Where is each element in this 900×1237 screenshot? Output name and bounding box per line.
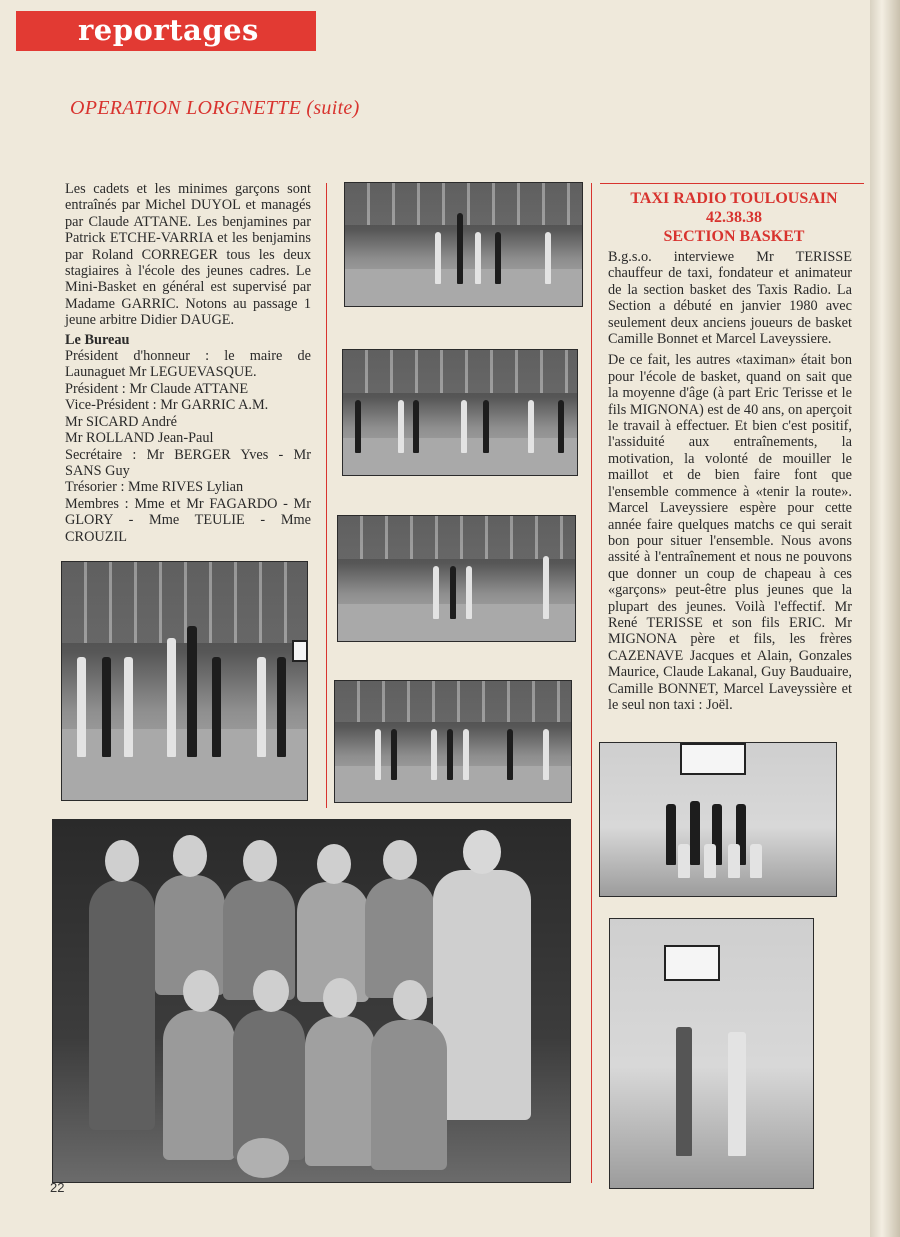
team-member-figure	[728, 844, 740, 878]
player-figure	[528, 400, 534, 453]
player-figure	[507, 729, 513, 780]
gym-floor	[62, 729, 307, 800]
basketball-game-photo	[344, 182, 583, 307]
team-member-head	[243, 840, 277, 882]
gym-roof	[335, 681, 571, 722]
basketball-game-photo	[337, 515, 576, 642]
player-figure	[543, 729, 549, 780]
team-member-head	[105, 840, 139, 882]
basketball-game-photo	[334, 680, 572, 803]
basketball-hoop	[292, 640, 308, 662]
basketball-hoop	[664, 945, 720, 981]
team-member-figure	[750, 844, 762, 878]
gym-roof	[62, 562, 307, 643]
player-figure	[398, 400, 404, 453]
team-member-figure	[233, 1010, 305, 1160]
bureau-line: Mr ROLLAND Jean-Paul	[65, 430, 214, 447]
team-group-photo	[52, 819, 571, 1183]
page-number: 22	[50, 1180, 65, 1195]
player-figure	[466, 566, 472, 619]
team-member-head	[183, 970, 219, 1012]
gym-roof	[343, 350, 577, 393]
player-figure	[558, 400, 564, 453]
player-figure	[124, 657, 133, 757]
player-figure	[257, 657, 266, 757]
bureau-line: Président d'honneur : le maire de Launaguet Mr LEGUEVASQUE.	[65, 348, 311, 381]
player-figure	[433, 566, 439, 619]
team-member-figure	[678, 844, 690, 878]
gym-floor	[338, 604, 575, 642]
article-title: OPERATION LORGNETTE (suite)	[70, 97, 360, 119]
player-figure	[187, 626, 197, 757]
bureau-line: Secrétaire : Mr BERGER Yves - Mr SANS Guy	[65, 446, 311, 479]
player-figure	[167, 638, 176, 757]
column-rule	[326, 183, 327, 808]
bureau-line: Président : Mr Claude ATTANE	[65, 380, 249, 397]
team-member-figure	[163, 1010, 235, 1160]
player-figure	[391, 729, 397, 780]
taxi-team-photo	[599, 742, 837, 897]
player-figure	[431, 729, 437, 780]
team-member-head	[393, 980, 427, 1020]
bureau-line: Vice-Président : Mr GARRIC A.M.	[65, 397, 269, 414]
basketball-game-photo	[61, 561, 308, 801]
taxi-section-title	[600, 189, 868, 246]
gym-floor	[335, 766, 571, 802]
team-member-figure	[371, 1020, 447, 1170]
team-member-figure	[704, 844, 716, 878]
page-edge	[870, 0, 900, 1237]
player-figure	[495, 232, 501, 284]
title-rule	[600, 183, 864, 184]
team-member-figure	[433, 870, 531, 1120]
player-figure	[77, 657, 86, 757]
taxi-title-line: SECTION BASKET	[663, 228, 805, 245]
bureau-line: Mr SICARD André	[65, 413, 177, 430]
left-text-column	[65, 181, 311, 545]
player-figure	[543, 556, 549, 619]
player-figure	[545, 232, 551, 284]
player-figure	[450, 566, 456, 619]
bureau-heading: Le Bureau	[65, 331, 130, 348]
taxi-title-line: TAXI RADIO TOULOUSAIN	[630, 190, 838, 207]
player-figure	[475, 232, 481, 284]
team-member-figure	[365, 878, 435, 998]
section-banner	[16, 11, 316, 51]
player-figure	[212, 657, 221, 757]
taxi-title-line: 42.38.38	[706, 209, 762, 226]
player-figure	[447, 729, 453, 780]
team-member-figure	[305, 1016, 375, 1166]
player-figure	[483, 400, 489, 453]
basketball-hoop	[680, 743, 746, 775]
gym-floor	[343, 438, 577, 476]
column-rule	[591, 183, 592, 1183]
basketball	[237, 1138, 289, 1178]
basketball-game-photo	[342, 349, 578, 476]
team-member-figure	[89, 880, 155, 1130]
bureau-line: Trésorier : Mme RIVES Lylian	[65, 479, 244, 496]
team-member-head	[173, 835, 207, 877]
team-member-head	[323, 978, 357, 1018]
player-figure	[728, 1032, 746, 1156]
gym-roof	[338, 516, 575, 559]
taxi-training-photo	[609, 918, 814, 1189]
player-figure	[457, 213, 463, 284]
player-figure	[461, 400, 467, 453]
player-figure	[463, 729, 469, 780]
team-member-figure	[666, 804, 676, 865]
player-figure	[676, 1027, 692, 1156]
gym-roof	[345, 183, 582, 225]
team-member-figure	[690, 801, 700, 865]
team-member-head	[463, 830, 501, 874]
player-figure	[102, 657, 111, 757]
right-text-column	[608, 249, 852, 718]
team-member-head	[253, 970, 289, 1012]
team-member-head	[383, 840, 417, 880]
player-figure	[413, 400, 419, 453]
intro-paragraph: Les cadets et les minimes garçons sont entraînés par Michel DUYOL et managés par Claude ATTANE. Les benjamines par Patrick ETCHE-VARRIA et les benjamins par Roland CORREGER tous les deux stagiaires à l'école des jeunes cadres. Le Mini-Basket en général est supervisé par Madame GARRIC. Notons au passage 1 jeune arbitre Didier DAUGE.	[65, 181, 311, 329]
bureau-line: Membres : Mme et Mr FAGARDO - Mr GLORY - Mme TEULIE - Mme CROUZIL	[65, 495, 311, 545]
player-figure	[277, 657, 286, 757]
player-figure	[355, 400, 361, 453]
player-figure	[435, 232, 441, 284]
team-member-head	[317, 844, 351, 884]
right-paragraph: De ce fait, les autres «taximan» était bon pour l'école de basket, quand on sait que la moyenne d'âge (à part Eric Terisse et le fils MIGNONA) est de 40 ans, on aperçoit le travail à effectuer. Et bien c'est positif, l'assiduité aux entraînements, la motivation, la volonté de mouiller le maillot et de bien faire font que l'ensemble commence à «tenir la route». Marcel Laveyssiere espère pour cette année faire quelques matchs ce qui serait bon pour situer l'ensemble. Nous avons assité à l'entraînement et nous ne pouvons que donner un coup de chapeau à ces «garçons» peut-être plus jeunes que la plupart des jeunes. Voilà l'effectif. Mr René TERISSE et son fils ERIC. Mr MIGNONA père et fils, les frères CAZENAVE Jacques et Alain, Gonzales Maurice, Claude Lakanal, Guy Bauduaire, Camille BONNET, Marcel Laveyssière et le seul non taxi : Joël.	[608, 352, 852, 713]
player-figure	[375, 729, 381, 780]
right-paragraph: B.g.s.o. interviewe Mr TERISSE chauffeur de taxi, fondateur et animateur de la section basket des Taxis Radio. La Section a débuté en janvier 1980 avec seulement deux anciens joueurs de basket Camille Bonnet et Marcel Laveyssiere.	[608, 249, 852, 348]
section-label: reportages	[78, 13, 259, 47]
